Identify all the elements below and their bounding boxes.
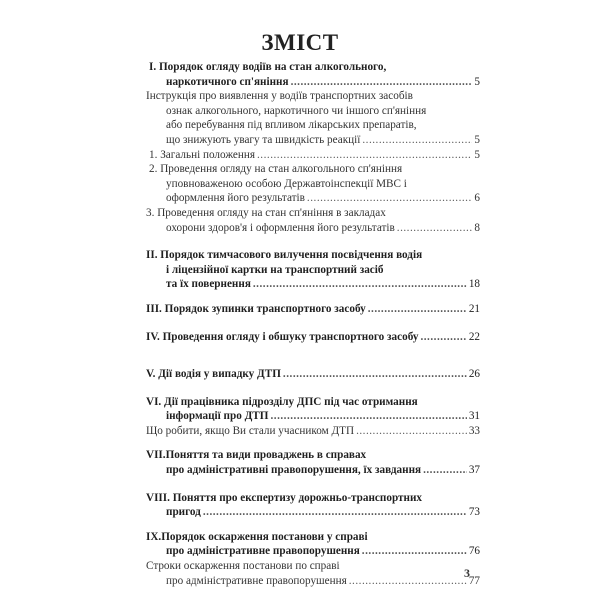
dot-leader (420, 330, 466, 345)
table-of-contents (146, 60, 480, 588)
toc-page-number: 21 (468, 302, 480, 315)
dot-leader (203, 505, 467, 520)
toc-entry[interactable] (146, 330, 480, 345)
toc-entry-text: ознак алкогольного, наркотичного чи іншого сп'яніння (166, 104, 427, 117)
toc-entry[interactable] (146, 530, 480, 559)
toc-entry[interactable] (146, 89, 480, 147)
page-number: 3 (464, 566, 470, 580)
toc-entry-text: 1. Загальні положення (149, 148, 255, 161)
toc-entry[interactable] (146, 367, 480, 382)
toc-entry-text: Що робити, якщо Ви стали учасником ДТП (146, 424, 355, 437)
toc-entry[interactable] (146, 559, 480, 588)
toc-entry[interactable] (146, 148, 480, 163)
toc-page-number: 5 (474, 75, 480, 88)
toc-entry-text: VII.Поняття та види проваджень в справах (146, 449, 367, 462)
toc-entry-text: інформації про ДТП (166, 410, 269, 423)
toc-entry-text: про адміністративні правопорушення, їх завдання (166, 464, 422, 477)
toc-entry-text: та їх повернення (166, 278, 251, 291)
dot-leader (423, 463, 467, 478)
toc-page-number: 77 (468, 574, 480, 587)
toc-entry-text: охорони здоров'я і оформлення його результатів (166, 221, 395, 234)
toc-entry[interactable] (146, 424, 480, 439)
toc-page-number: 31 (468, 410, 480, 423)
dot-leader (257, 148, 472, 163)
dot-leader (307, 191, 472, 206)
toc-entry-text: про адміністративне правопорушення (166, 545, 360, 558)
toc-entry-text: оформлення його результатів (166, 192, 305, 205)
toc-page-number: 37 (468, 464, 480, 477)
dot-leader (397, 221, 473, 236)
toc-page-number: 33 (468, 424, 480, 437)
dot-leader (362, 133, 472, 148)
toc-entry-text: IV. Проведення огляду і обшуку транспортного засобу (146, 330, 419, 343)
dot-leader (362, 544, 467, 559)
toc-entry-text: 3. Проведення огляду на стан сп'яніння в закладах (146, 206, 386, 219)
toc-page-number: 5 (474, 133, 480, 146)
toc-entry-text: наркотичного сп'яніння (166, 75, 289, 88)
toc-entry-text: II. Порядок тимчасового вилучення посвідчення водія (146, 249, 423, 262)
toc-page-number: 22 (468, 330, 480, 343)
toc-entry-text: VIII. Поняття про експертизу дорожньо-транспортних (146, 491, 422, 504)
toc-entry[interactable] (146, 206, 480, 235)
dot-leader (253, 277, 467, 292)
dot-leader (368, 302, 467, 317)
toc-entry-text: що знижують увагу та швидкість реакції (166, 133, 361, 146)
toc-entry[interactable] (146, 302, 480, 317)
toc-page-number: 26 (468, 368, 480, 381)
dot-leader (283, 367, 467, 382)
toc-entry-text: 2. Проведення огляду на стан алкогольного сп'яніння (149, 163, 403, 176)
page-title: ЗМІСТ (261, 30, 339, 55)
toc-entry[interactable] (146, 60, 480, 89)
dot-leader (270, 409, 466, 424)
toc-page-number: 6 (474, 192, 480, 205)
toc-entry[interactable] (146, 162, 480, 206)
toc-entry-text: Інструкція про виявлення у водіїв транспортних засобів (146, 90, 413, 103)
toc-entry-text: I. Порядок огляду водіїв на стан алкогольного, (149, 61, 387, 73)
toc-entry-text: VI. Дії працівника підрозділу ДПС під час отримання (146, 395, 418, 408)
toc-page-number: 76 (468, 545, 480, 558)
toc-page-number: 8 (474, 221, 480, 234)
dot-leader (291, 75, 473, 90)
toc-entry[interactable] (146, 448, 480, 477)
toc-page-number: 73 (468, 506, 480, 519)
toc-entry-text: V. Дії водія у випадку ДТП (146, 368, 281, 381)
toc-entry-text: Строки оскарження постанови по справі (146, 560, 340, 573)
dot-leader (349, 574, 467, 589)
toc-entry-text: уповноваженою особою Державтоінспекції МВС і (166, 177, 407, 190)
toc-entry[interactable] (146, 248, 480, 292)
toc-entry-text: III. Порядок зупинки транспортного засобу (146, 302, 366, 315)
toc-entry[interactable] (146, 395, 480, 424)
toc-entry-text: про адміністративне правопорушення (166, 574, 347, 587)
toc-entry-text: IX.Порядок оскарження постанови у справі (146, 530, 368, 543)
toc-entry-text: або перебування під впливом лікарських препаратів, (166, 119, 417, 132)
toc-page-number: 18 (468, 278, 480, 291)
toc-page-number: 5 (474, 148, 480, 161)
dot-leader (356, 424, 467, 439)
toc-entry[interactable] (146, 491, 480, 520)
toc-entry-text: і ліцензійної картки на транспортний засіб (166, 263, 384, 276)
toc-entry-text: пригод (166, 506, 201, 519)
